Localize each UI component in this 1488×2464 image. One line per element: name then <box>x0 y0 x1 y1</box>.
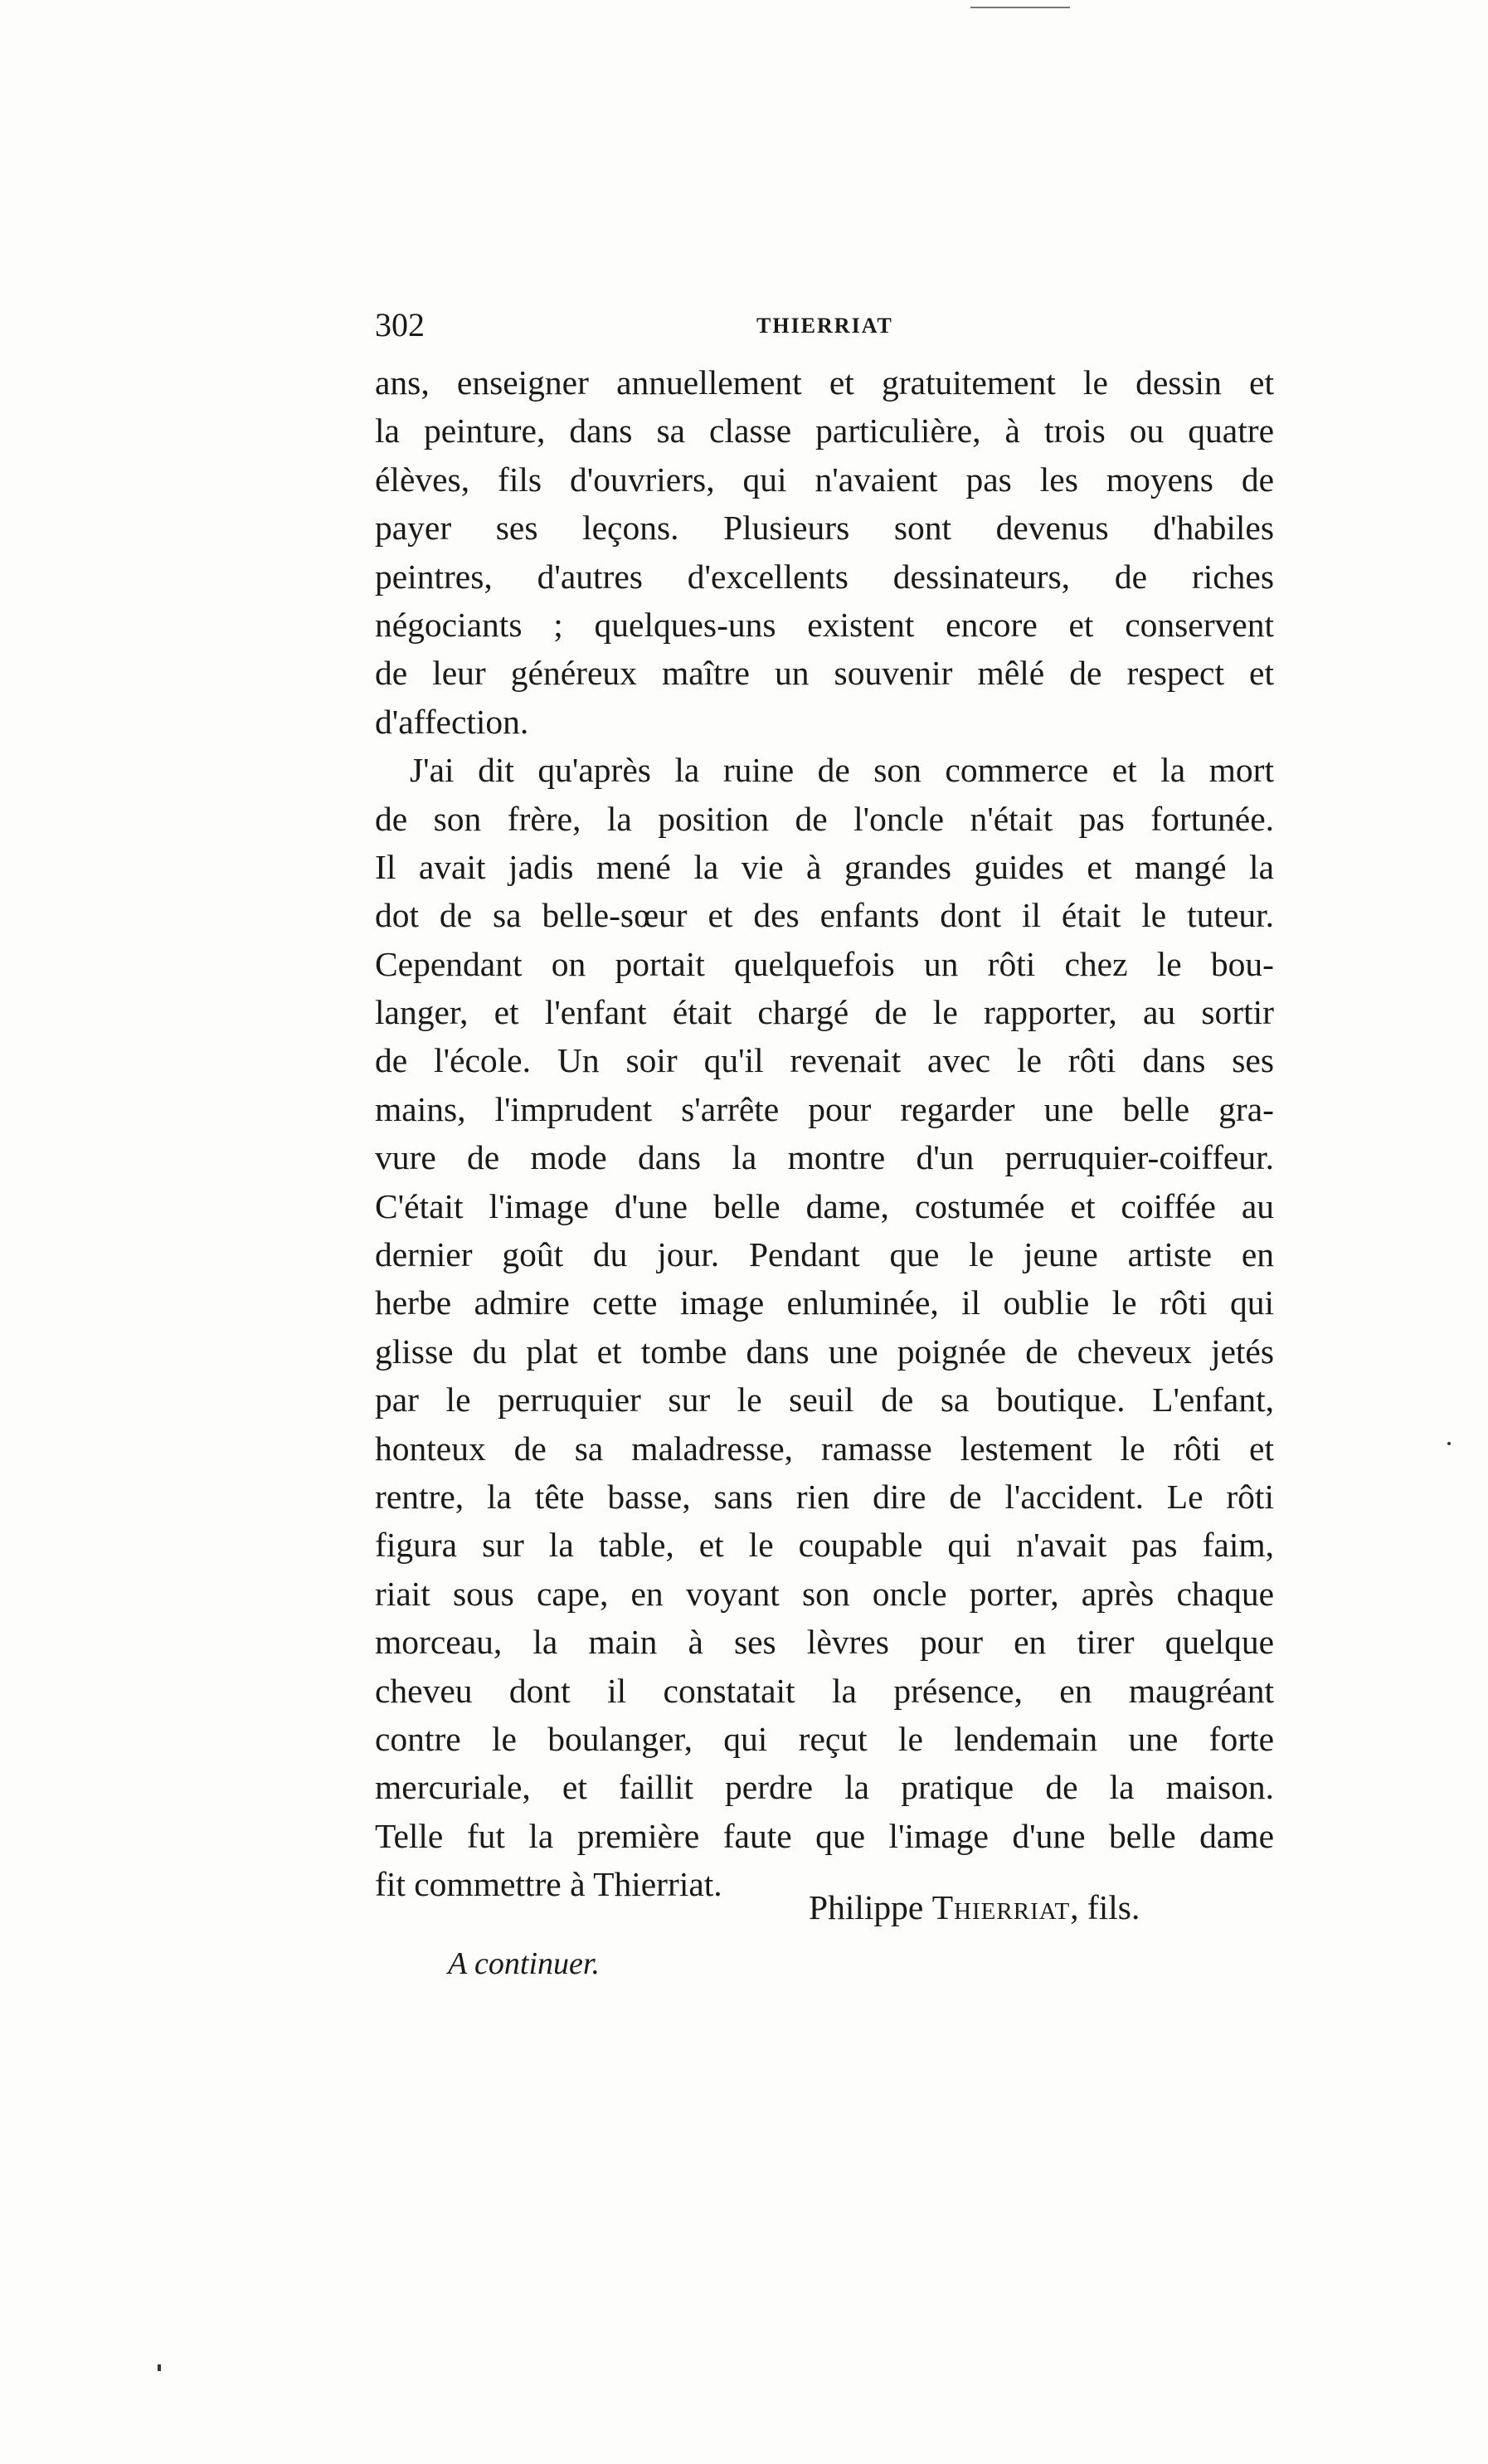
page-number: 302 <box>375 306 425 343</box>
text-line: Telle fut la première faute que l'image d'une belle dame <box>375 1816 1274 1855</box>
scan-mark-right <box>1447 1442 1451 1445</box>
text-line: rentre, la tête basse, sans rien dire de l'accident. Le rôti <box>375 1477 1274 1516</box>
text-line: morceau, la main à ses lèvres pour en tirer quelque <box>375 1623 1274 1662</box>
text-line: figura sur la table, et le coupable qui n'avait pas faim, <box>375 1526 1274 1565</box>
scan-mark-top <box>970 7 1070 8</box>
text-line: d'affection. <box>375 702 529 741</box>
text-line: glisse du plat et tombe dans une poignée de cheveux jetés <box>375 1332 1274 1371</box>
continue-note: A continuer. <box>448 1946 600 1981</box>
text-line: honteux de sa maladresse, ramasse lestement le rôti et <box>375 1429 1274 1468</box>
paragraph <box>375 746 1274 1908</box>
text-line: fit commettre à Thierriat. <box>375 1865 722 1904</box>
scan-mark-left <box>158 2364 161 2371</box>
text-line: de leur généreux maître un souvenir mêlé de respect et <box>375 654 1274 693</box>
author-signature <box>809 1887 1140 1927</box>
text-line: peintres, d'autres d'excellents dessinateurs, de riches <box>375 557 1274 596</box>
text-line: herbe admire cette image enluminée, il oublie le rôti qui <box>375 1283 1274 1322</box>
text-line: J'ai dit qu'après la ruine de son commerce et la mort <box>410 751 1274 790</box>
text-line: contre le boulanger, qui reçut le lendemain une forte <box>375 1719 1274 1758</box>
signature-suffix: , fils. <box>1070 1888 1140 1926</box>
running-title: THIERRIAT <box>756 314 893 338</box>
paragraph <box>375 358 1274 746</box>
text-line: mercuriale, et faillit perdre la pratique de la maison. <box>375 1768 1274 1807</box>
text-line: langer, et l'enfant était chargé de le rapporter, au sortir <box>375 993 1274 1032</box>
text-line: riait sous cape, en voyant son oncle porter, après chaque <box>375 1574 1274 1613</box>
signature-surname: Thierriat <box>931 1888 1071 1926</box>
text-line: de l'école. Un soir qu'il revenait avec le rôti dans ses <box>375 1041 1274 1080</box>
text-line: dernier goût du jour. Pendant que le jeune artiste en <box>375 1235 1274 1274</box>
text-line: vure de mode dans la montre d'un perruquier-coiffeur. <box>375 1138 1274 1177</box>
text-line: dot de sa belle-sœur et des enfants dont il était le tuteur. <box>375 896 1274 935</box>
text-line: par le perruquier sur le seuil de sa boutique. L'enfant, <box>375 1381 1274 1419</box>
text-line: Cependant on portait quelquefois un rôti chez le bou- <box>375 944 1274 983</box>
text-line: de son frère, la position de l'oncle n'était pas fortunée. <box>375 799 1274 838</box>
text-line: Il avait jadis mené la vie à grandes guides et mangé la <box>375 847 1274 886</box>
signature-first-name: Philippe <box>809 1888 924 1926</box>
body-text <box>375 358 1274 1909</box>
text-line: payer ses leçons. Plusieurs sont devenus d'habiles <box>375 509 1274 548</box>
page-header <box>375 305 1287 355</box>
text-line: cheveu dont il constatait la présence, en maugréant <box>375 1671 1274 1710</box>
text-line: ans, enseigner annuellement et gratuitement le dessin et <box>375 363 1274 402</box>
text-line: la peinture, dans sa classe particulière, à trois ou quatre <box>375 411 1274 450</box>
text-line: mains, l'imprudent s'arrête pour regarder une belle gra- <box>375 1089 1274 1128</box>
text-line: élèves, fils d'ouvriers, qui n'avaient pas les moyens de <box>375 460 1274 499</box>
text-line: C'était l'image d'une belle dame, costumée et coiffée au <box>375 1186 1274 1225</box>
text-line: négociants ; quelques-uns existent encore et conservent <box>375 605 1274 644</box>
